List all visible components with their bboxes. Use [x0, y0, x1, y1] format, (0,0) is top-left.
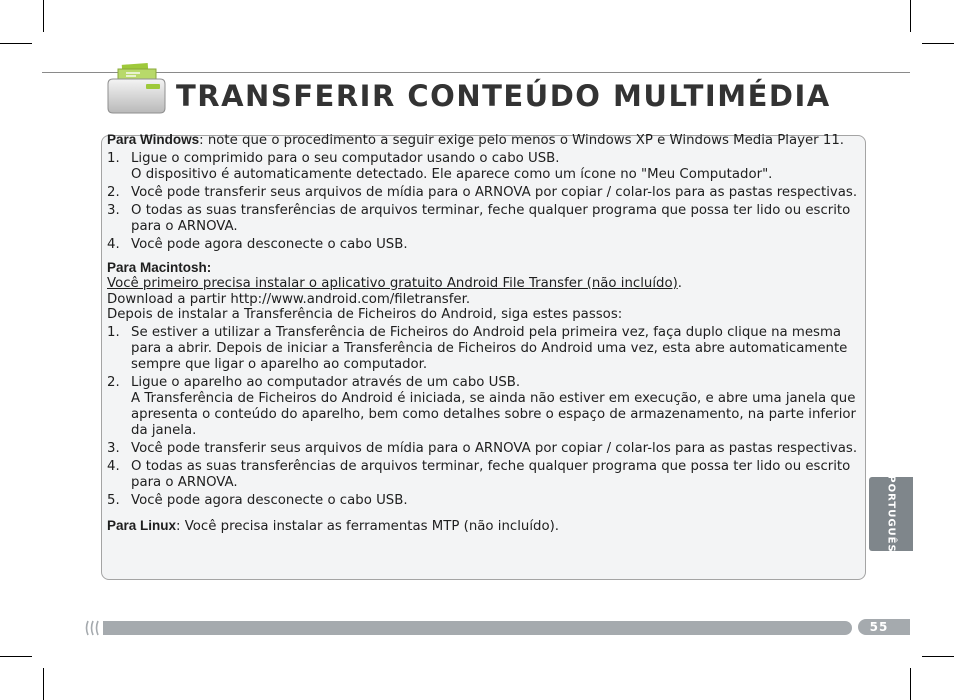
- windows-label: Para Windows: [107, 132, 200, 147]
- linux-label: Para Linux: [107, 517, 177, 533]
- list-item: 3. O todas as suas transferências de arquivos terminar, feche qualquer programa que possa ter lido ou escrito para o ARNOVA.: [107, 202, 851, 234]
- crop-mark: [910, 0, 911, 32]
- title-rule: [42, 72, 910, 73]
- linux-note: Para Linux: Você precisa instalar as ferramentas MTP (não incluído).: [107, 517, 559, 534]
- crop-mark: [43, 668, 44, 700]
- content-body: [107, 132, 862, 535]
- crop-mark: [922, 43, 954, 44]
- mac-steps: [107, 325, 862, 508]
- mac-label: Para Macintosh:: [107, 259, 212, 275]
- crop-mark: [0, 43, 32, 44]
- mac-after-install: Depois de instalar a Transferência de Ficheiros do Android, siga estes passos:: [107, 307, 623, 323]
- mac-requirement: Você primeiro precisa instalar o aplicativo gratuito Android File Transfer (não incluído).: [107, 275, 683, 291]
- crop-mark: [43, 0, 44, 32]
- footer-bar: [103, 621, 852, 635]
- crop-mark: [922, 656, 954, 657]
- windows-intro: Para Windows: note que o procedimento a seguir exige pelo menos o Windows XP e Windows Media Player 11.: [107, 132, 845, 148]
- language-label: PORTUGUÊS: [885, 475, 897, 553]
- mac-download: Download a partir http://www.android.com/filetransfer.: [107, 291, 471, 307]
- folder-transfer-icon: [104, 62, 170, 118]
- list-item: 5. Você pode agora desconecte o cabo USB.: [107, 492, 408, 508]
- list-item: 1. Se estiver a utilizar a Transferência de Ficheiros do Android pela primeira vez, faça duplo clique na mesma para a abrir. Depois de iniciar a Transferência de Ficheiros do Android uma vez, esta abre automaticamente sempre que ligar o aparelho ao computador.: [107, 325, 848, 373]
- footer-bracket-icon: [84, 620, 104, 636]
- list-item: 2. Ligue o aparelho ao computador através de um cabo USB. A Transferência de Ficheiros do Android é iniciada, se ainda não estiver em execução, e abre uma janela que apresenta o conteúdo do aparelho, bem como detalhes sobre o espaço de armazenamento, na parte inferior da janela.: [107, 375, 857, 438]
- windows-steps: [107, 151, 862, 253]
- list-item: 2. Você pode transferir seus arquivos de mídia para o ARNOVA por copiar / colar-los para as pastas respectivas.: [107, 184, 858, 200]
- list-item: 3. Você pode transferir seus arquivos de mídia para o ARNOVA por copiar / colar-los para as pastas respectivas.: [107, 440, 858, 456]
- page-title: TRANSFERIR CONTEÚDO MULTIMÉDIA: [176, 79, 831, 113]
- list-item: 4. Você pode agora desconecte o cabo USB.: [107, 236, 408, 252]
- crop-mark: [0, 656, 32, 657]
- list-item: 1. Ligue o comprimido para o seu computador usando o cabo USB. O dispositivo é automaticamente detectado. Ele aparece como um ícone no "Meu Computador".: [107, 151, 773, 182]
- page-number: 55: [869, 620, 889, 634]
- list-item: 4. O todas as suas transferências de arquivos terminar, feche qualquer programa que possa ter lido ou escrito para o ARNOVA.: [107, 458, 851, 490]
- crop-mark: [910, 668, 911, 700]
